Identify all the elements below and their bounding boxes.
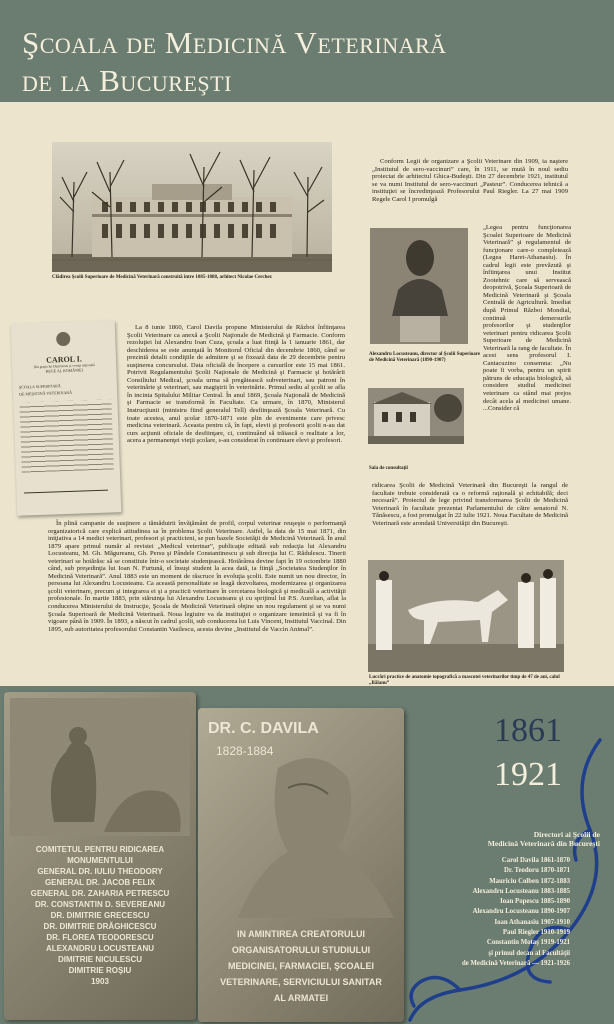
decree-sub2: REGE AL ROMÂNIEI <box>45 367 84 374</box>
director-item: Mauriciu Colben 1872-1883 <box>489 877 570 885</box>
director-item: Carol Davila 1861-1870 <box>501 857 570 864</box>
commemorative-plaque-davila <box>198 708 404 1022</box>
director-item: Paul Riegler 1910-1919 <box>502 929 570 937</box>
locusteanu-bust-photo <box>370 228 468 344</box>
director-item: de Medicină Veterinară — 1921-1926 <box>462 959 570 967</box>
year-start: 1861 <box>494 712 562 749</box>
decree-sub1: Din graţia lui Dumnezeu şi voinţa naţională <box>33 362 95 370</box>
title-line-2: de la Bucureşti <box>22 63 232 98</box>
decree-document <box>11 320 122 516</box>
anatomy-practical-photo <box>368 560 564 672</box>
plaque-left-line: DR. CONSTANTIN D. SEVEREANU <box>34 900 166 909</box>
directors-title: Directori ai Şcolii de Medicină Veterinară din Bucureşti <box>487 830 600 848</box>
text-paragraph-1: La 8 iunie 1860, Carol Davila propune Ministerului de Război înfiinţarea Şcolii Veterinare ca anexă a Şcolii Naţionale de Medicină şi Farmacie. Conform rezoluţiei lui Alexandru Ioan Cuza, şcoala a luat fiinţă la 1 ianuarie 1861, dar deschiderea se este anunţată în Monitorul Oficial din decembrie 1860, când se prezintă detalii condiţiile de admitere şi se fixează data de 29 decembrie pentru susţinerea concursului. Data oficială de începere a cursurilor este 15 mai 1861. Potrivit Regulamentului Şcolii Naţionale de Medicină şi Farmacie şi hotărârii Consiliului Medical, şcoala urma să pregătească subveterinari, sau patroni în veterinărie şi veterinari, sau magiştrii în veterinărie. Primul sediu al şcolii se afla în incinta Spitalului Militar Central. În anul 1869, Şcoala Naţională de Medicină şi Farmacie se transformă în Facultate. Ca urmare, în 1870, Ministerul Instrucţiunii (ministru fiind generalul Tell) desfiinţează Şcoala Veterinară. Cu toate acestea, anul şcolar 1870-1871 este plin de evenimente care privesc medicina veterinară. Aceasta pentru că, în fapt, elevii şi profesorii şcolii n-au dat curs acţiunii oficiale de desfiinţare, ci, continuând să trăiască o realitate a lor, acera a permanenţei vieţii şcolare, s-au considerat în continuare elevi şi profesori. <box>127 324 345 445</box>
text-right-1: Conform Legii de organizare a Şcolii Veterinare din 1909, ia naştere „Institutul de sero-vaccinuri” care, în 1911, se mută în noul sediu proiectat de arhitectul Ghica-Budeşti. Din 27 decembrie 1921, institutul se va numi Institutul de sero-vaccinuri „Pasteur”. Conducerea tehnică a instituţiei se încredinţează Profesorului Paul Riegler. La 27 mai 1909 Regele Carol I promulgă <box>372 158 568 203</box>
building-photo <box>52 142 332 272</box>
director-item: Alexandru Locusteanu 1883-1885 <box>472 887 570 895</box>
header-band <box>0 0 614 102</box>
plaque-left-line: DIMITRIE NICULESCU <box>58 955 142 964</box>
director-item: Alexandru Locusteanu 1890-1907 <box>472 908 570 916</box>
plaque-left-year: 1903 <box>91 977 109 986</box>
caption-locusteanu: Alexandru Locusteanu, director al Şcolii Superioare de Medicină Veterinară (1890-1907) <box>369 352 481 363</box>
davila-portrait-relief <box>198 748 404 918</box>
plaque-right-line: AL ARMATEI <box>273 993 329 1003</box>
plaque-right-line: VETERINARE, SERVICIULUI SANITAR <box>220 977 382 987</box>
directors-list <box>410 856 570 969</box>
plaque-right-line: ORGANISATORULUI STUDIULUI <box>231 945 371 955</box>
plaque-left-line: ALEXANDRU LOCUSTEANU <box>46 944 154 953</box>
commemorative-plaque-left <box>4 692 196 1020</box>
consultation-room-photo <box>368 388 464 444</box>
relief-scene <box>4 692 196 842</box>
coat-of-arms-icon <box>56 332 70 346</box>
decree-heading: CAROL I. <box>46 354 82 365</box>
plaque-left-line: DIMITRIE ROŞIU <box>68 966 132 975</box>
plaque-left-line: MONUMENTULUI <box>67 856 133 865</box>
caption-lucrari: Lucrări practice de anatomie topografică a mascotei veterinarilor timp de 47 de ani, calul „Bălanu” <box>369 675 560 686</box>
plaque-left-line: DR. DIMITRIE DRĂGHICESCU <box>43 922 157 931</box>
plaque-right-line: IN AMINTIREA CREATORULUI <box>237 929 365 939</box>
caption-building: Clădirea Şcolii Superioare de Medicină Veterinară construită între 1885-1888, arhitect Nicolae Cerchez <box>52 275 272 280</box>
director-item: Constantin Motaş 1919-1921 <box>486 939 570 947</box>
signature-mark <box>24 475 113 493</box>
year-end: 1921 <box>494 756 562 793</box>
plaque-left-line: GENERAL DR. IULIU THEODORY <box>37 867 163 876</box>
decree-line: ŞCOALA SUPERIOARĂ <box>18 383 61 390</box>
text-right-2: „Legea pentru funcţionarea Şcoalei Superioare de Medicină Veterinară” şi regulamentul de funcţionare care-o completează (Legea Haret-Athanasiu). În cadrul legii este prevăzută şi înfiinţarea unui Institut Zootehnic care să servească deopotrivă, Şcoala Superioară de Medicină Veterinară şi Şcoala Centrală de Agricultură. Imediat după Primul Război Mondial, continuă demersurile profesorilor şi studenţilor veterinari pentru ridicarea Şcolii Superioare de Medicină Veterinară la rang de facultate. În acest sens profesorul I. Cantacuzino consemna: „Nu poate fi vorba, pentru un spirit pătruns de educaţia biologică, să considere studiul medicinei veterinare ca stând mai prejos decât acela al medicinei umane. ...Consider că <box>483 224 571 413</box>
page-title <box>22 24 592 100</box>
caption-sala: Sala de consultaţii <box>369 466 408 471</box>
director-item: şi primul decan al Facultăţii <box>488 949 570 957</box>
director-item: Ioan Athanasiu 1907-1910 <box>494 918 570 926</box>
plaque-left-line: DR. FLOREA TEODORESCU <box>46 933 154 942</box>
text-right-3: ridicarea Şcolii de Medicină Veterinară din Bucureşti la rangul de facultate trebuie considerată ca o reformă raţională şi echitabilă; deci necesară”. Proiectul de lege privind transformarea Şcolii de Medicină Veterinară în facultate prezentat Parlamentului de către senatorul N. Tănăsescu, a fost promulgat în 22 iulie 1921. Noua Facultate de Medicină Veterinară este arondată Universităţii din Bucureşti. <box>372 482 568 527</box>
plaque-left-line: GENERAL DR. ZAHARIA PETRESCU <box>30 889 170 898</box>
director-item: Dr. Teodoru 1870-1871 <box>503 867 570 875</box>
plaque-right-line: MEDICINEI, FARMACIEI, ŞCOALEI <box>227 961 374 971</box>
text-paragraph-2: În plină campanie de susţinere a tămăduirii învăţământ de profil, corpul veterinar reuşeşte o performanţă organizatorică care explică atitudinea sa în problema Şcolii Veterinare. Astfel, la data de 15 mai 1871, din iniţiativa a 14 medici veterinari, profesori şi practicieni, se pun bazele Societăţii de Medicină Veterinară. În anul 1879 apare primul număr al revistei „Medicul veterinar”, publicaţie editată sub redacţia lui Alexandru Locusteanu, M. Gh. Măgureanu, Gh. Persu şi Pândele Constantinescu şi sub direcţia lui C. Rădulescu. Tinerii veterinari se hotărăsc să se constituie într-o societate studenţească. Hotărârea devine fapt în 19 octombrie 1880 când, sub preşedinţia lui Ioan N. Furtună, el însuşi student la acea dată, ia fiinţă „Societatea Studenţilor în Medicină Veterinară”. Anul 1883 este un moment de răscruce în evoluţia şcolii. Este numit un nou director, în persoana lui Alexandru Locusteanu. Ca această personalitate se leagă dezvoltarea, modernizarea şi organizarea şcolii veterinare, precum şi integrarea ei şi a practicii veterinare în cercetarea biologică şi medicală a activităţii profesionale. În martie 1883, prin stăruinţa lui Alexandru Locusteanu şi cu sprijinul lui P.S. Aurelian, aflat la conducerea Ministerului de Instrucţie, Şcoala de Medicină Veterinară obţine un nou regulament şi se va numi Şcoala Superioară de Medicină Veterinară. Noua legiuire va da instituţiei o organizare temeinică şi va fi în vigoare până în 1909. În 1893, a născut în cadrul şcolii, sub conducerea lui Luis Vincent, Institutul Vaccinal. Din 1895, sub autoritatea profesorului Constantin Vasilescu, acesta devine „Institutul de Vaccin Animal”. <box>48 520 346 633</box>
plaque-left-line: DR. DIMITRIE GRECESCU <box>50 911 150 920</box>
director-item: Ioan Popescu 1885-1890 <box>500 898 570 906</box>
plaque-left-line: GENERAL DR. JACOB FELIX <box>44 878 156 887</box>
davila-dates: 1828-1884 <box>216 744 274 758</box>
title-line-1: Şcoala de Medicină Veterinară <box>22 25 447 60</box>
plaque-left-line: COMITETUL PENTRU RIDICAREA <box>35 845 165 854</box>
decree-line2: DE MEDICINĂ VETERINARĂ <box>19 389 73 397</box>
davila-name: DR. C. DAVILA <box>208 720 319 737</box>
